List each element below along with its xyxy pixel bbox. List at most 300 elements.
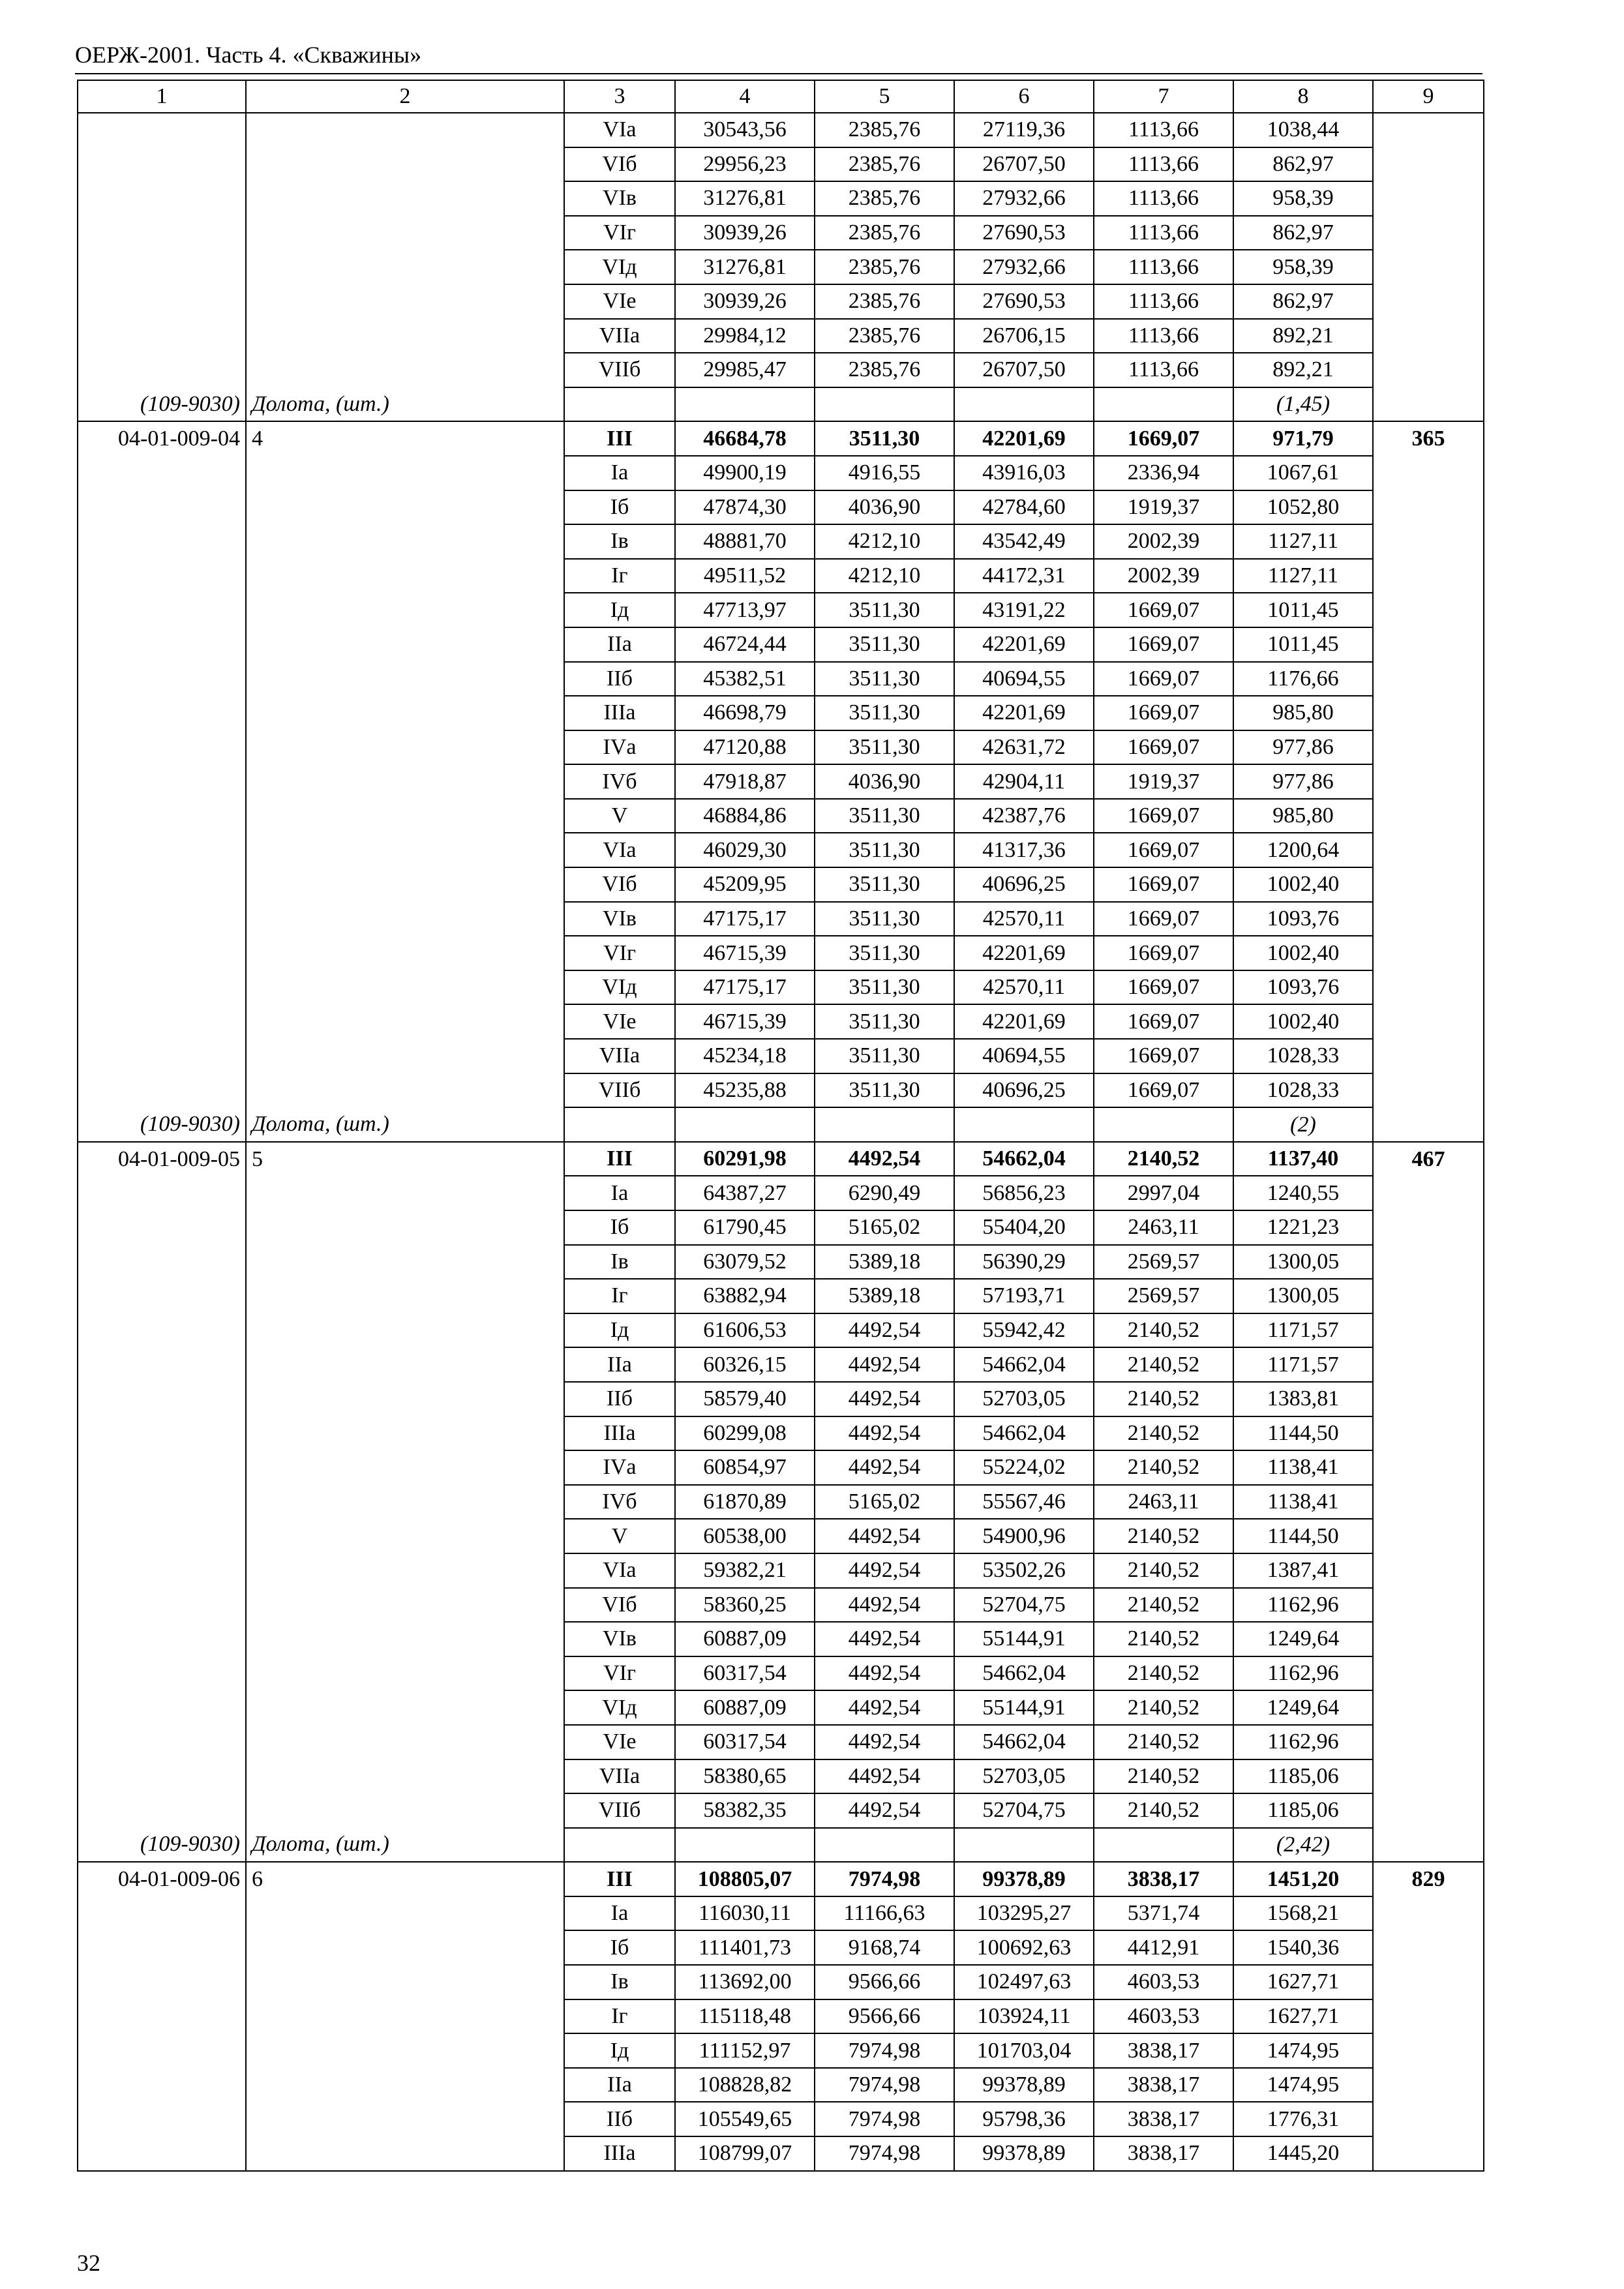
value-cell: 49900,19 <box>675 456 815 490</box>
name-cell <box>246 1382 564 1416</box>
value-cell: 29985,47 <box>675 353 815 387</box>
unit-value-cell <box>1373 147 1484 182</box>
value-cell <box>954 1107 1094 1142</box>
value-cell: 59382,21 <box>675 1553 815 1588</box>
region-cell: Iб <box>564 490 675 525</box>
table-row <box>78 970 1484 1005</box>
value-cell: 60854,97 <box>675 1450 815 1485</box>
table-row <box>78 799 1484 833</box>
value-cell: 46684,78 <box>675 421 815 456</box>
value-cell: 40696,25 <box>954 1073 1094 1108</box>
table-row <box>78 284 1484 319</box>
name-cell <box>246 1519 564 1553</box>
value-cell: 4916,55 <box>815 456 954 490</box>
column-number: 5 <box>815 80 954 113</box>
value-cell: 43191,22 <box>954 593 1094 627</box>
name-cell <box>246 1176 564 1210</box>
value-cell: 1138,41 <box>1233 1450 1373 1485</box>
value-cell: 55404,20 <box>954 1210 1094 1245</box>
value-cell: 1474,95 <box>1233 2068 1373 2102</box>
value-cell <box>815 1828 954 1863</box>
region-cell: Iа <box>564 1896 675 1931</box>
value-cell: 99378,89 <box>954 2136 1094 2171</box>
value-cell: 48881,70 <box>675 524 815 559</box>
value-cell: 1162,96 <box>1233 1725 1373 1759</box>
table-row <box>78 1588 1484 1623</box>
region-cell: IVб <box>564 764 675 799</box>
region-cell: Iг <box>564 1999 675 2034</box>
value-cell: 58360,25 <box>675 1588 815 1623</box>
code-cell <box>78 524 246 559</box>
code-cell <box>78 1450 246 1485</box>
value-cell <box>675 1107 815 1142</box>
table-row <box>78 2102 1484 2136</box>
region-cell: VIа <box>564 833 675 867</box>
name-cell <box>246 1999 564 2034</box>
unit-value-cell <box>1373 1999 1484 2034</box>
table-row <box>78 456 1484 490</box>
value-cell: 29956,23 <box>675 147 815 182</box>
value-cell: 2385,76 <box>815 216 954 250</box>
table-row <box>78 319 1484 353</box>
value-cell: 1028,33 <box>1233 1039 1373 1073</box>
region-cell: V <box>564 799 675 833</box>
region-cell: VIб <box>564 867 675 902</box>
value-cell: 42201,69 <box>954 696 1094 730</box>
value-cell: 2140,52 <box>1094 1725 1233 1759</box>
value-cell: 1669,07 <box>1094 936 1233 970</box>
value-cell: 9566,66 <box>815 1999 954 2034</box>
table-row <box>78 1553 1484 1588</box>
value-cell: 43542,49 <box>954 524 1094 559</box>
value-cell: 108805,07 <box>675 1862 815 1896</box>
value-cell: 1776,31 <box>1233 2102 1373 2136</box>
value-cell: 46715,39 <box>675 1004 815 1039</box>
value-cell: 47175,17 <box>675 970 815 1005</box>
value-cell <box>1094 1107 1233 1142</box>
value-cell: 1093,76 <box>1233 902 1373 936</box>
table-row <box>78 1073 1484 1108</box>
value-cell: 4492,54 <box>815 1519 954 1553</box>
value-cell: 60291,98 <box>675 1142 815 1176</box>
region-cell: Iв <box>564 1965 675 1999</box>
footer-name-cell: Долота, (шт.) <box>246 1107 564 1142</box>
value-cell: 2140,52 <box>1094 1347 1233 1382</box>
name-cell <box>246 1347 564 1382</box>
code-cell <box>78 1930 246 1965</box>
value-cell: 9168,74 <box>815 1930 954 1965</box>
value-cell: 1113,66 <box>1094 147 1233 182</box>
unit-value-cell <box>1373 764 1484 799</box>
value-cell: 4492,54 <box>815 1382 954 1416</box>
value-cell: 7974,98 <box>815 1862 954 1896</box>
value-cell: 1171,57 <box>1233 1313 1373 1348</box>
name-cell <box>246 1416 564 1451</box>
code-cell <box>78 799 246 833</box>
unit-value-cell <box>1373 1107 1484 1142</box>
value-cell: 862,97 <box>1233 216 1373 250</box>
table-row-main <box>78 1862 1484 1896</box>
name-cell <box>246 1039 564 1073</box>
name-cell: 4 <box>246 421 564 456</box>
value-cell: 1113,66 <box>1094 216 1233 250</box>
value-cell: 4492,54 <box>815 1553 954 1588</box>
value-cell: 3511,30 <box>815 730 954 765</box>
value-cell: 1627,71 <box>1233 1999 1373 2034</box>
code-cell <box>78 147 246 182</box>
value-cell: 2385,76 <box>815 147 954 182</box>
column-number: 1 <box>78 80 246 113</box>
unit-value-cell <box>1373 1588 1484 1623</box>
table-row <box>78 559 1484 593</box>
name-cell <box>246 833 564 867</box>
value-cell: 1052,80 <box>1233 490 1373 525</box>
column-number: 3 <box>564 80 675 113</box>
value-cell: 2140,52 <box>1094 1656 1233 1691</box>
value-cell: 4492,54 <box>815 1416 954 1451</box>
value-cell: 1669,07 <box>1094 799 1233 833</box>
unit-value-cell: 829 <box>1373 1862 1484 1896</box>
region-cell: VIб <box>564 1588 675 1623</box>
value-cell: 55224,02 <box>954 1450 1094 1485</box>
region-cell: VIе <box>564 1725 675 1759</box>
value-cell: 30939,26 <box>675 216 815 250</box>
region-cell: Iд <box>564 593 675 627</box>
value-cell: 42784,60 <box>954 490 1094 525</box>
code-cell <box>78 181 246 216</box>
value-cell: 2140,52 <box>1094 1690 1233 1725</box>
code-cell <box>78 1519 246 1553</box>
table-row <box>78 662 1484 696</box>
name-cell <box>246 1004 564 1039</box>
unit-value-cell <box>1373 627 1484 662</box>
code-cell <box>78 353 246 387</box>
value-cell: 27690,53 <box>954 216 1094 250</box>
value-cell: 103295,27 <box>954 1896 1094 1931</box>
unit-value-cell <box>1373 1073 1484 1108</box>
value-cell: 40694,55 <box>954 1039 1094 1073</box>
region-cell: Iв <box>564 1245 675 1279</box>
column-number: 4 <box>675 80 815 113</box>
unit-value-cell <box>1373 1210 1484 1245</box>
value-cell: 7974,98 <box>815 2102 954 2136</box>
unit-value-cell <box>1373 181 1484 216</box>
value-cell: 1113,66 <box>1094 353 1233 387</box>
region-cell: III <box>564 421 675 456</box>
value-cell: 46715,39 <box>675 936 815 970</box>
value-cell <box>675 387 815 422</box>
table-row <box>78 147 1484 182</box>
table-row <box>78 2068 1484 2102</box>
value-cell: 46884,86 <box>675 799 815 833</box>
value-cell: 1028,33 <box>1233 1073 1373 1108</box>
code-cell: 04-01-009-05 <box>78 1142 246 1176</box>
name-cell <box>246 1210 564 1245</box>
value-cell: 3511,30 <box>815 1039 954 1073</box>
value-cell: 46724,44 <box>675 627 815 662</box>
footer-name-cell: Долота, (шт.) <box>246 387 564 422</box>
value-cell: 7974,98 <box>815 2033 954 2068</box>
value-cell: 4492,54 <box>815 1690 954 1725</box>
value-cell: 1669,07 <box>1094 970 1233 1005</box>
code-cell <box>78 764 246 799</box>
name-cell <box>246 113 564 147</box>
value-cell: 42201,69 <box>954 627 1094 662</box>
value-cell: 1113,66 <box>1094 181 1233 216</box>
table-row <box>78 490 1484 525</box>
region-cell: IIб <box>564 1382 675 1416</box>
code-cell <box>78 1382 246 1416</box>
value-cell: 5371,74 <box>1094 1896 1233 1931</box>
value-cell: 5389,18 <box>815 1245 954 1279</box>
value-cell: 3511,30 <box>815 970 954 1005</box>
value-cell: 52703,05 <box>954 1759 1094 1794</box>
name-cell <box>246 1793 564 1828</box>
value-cell: 27119,36 <box>954 113 1094 147</box>
code-cell <box>78 1004 246 1039</box>
unit-value-cell <box>1373 524 1484 559</box>
unit-value-cell <box>1373 559 1484 593</box>
code-cell <box>78 833 246 867</box>
value-cell: 1249,64 <box>1233 1622 1373 1656</box>
code-cell <box>78 2102 246 2136</box>
region-cell: IIб <box>564 662 675 696</box>
rates-table <box>77 80 1484 2172</box>
value-cell: 60887,09 <box>675 1690 815 1725</box>
value-cell: 4036,90 <box>815 764 954 799</box>
page-number: 32 <box>77 2250 100 2276</box>
code-cell <box>78 1622 246 1656</box>
value-cell: 1144,50 <box>1233 1416 1373 1451</box>
value-cell: 1474,95 <box>1233 2033 1373 2068</box>
value-cell: 56390,29 <box>954 1245 1094 1279</box>
value-cell: 52704,75 <box>954 1588 1094 1623</box>
table-row <box>78 764 1484 799</box>
value-cell: 6290,49 <box>815 1176 954 1210</box>
footer-code-cell: (109-9030) <box>78 387 246 422</box>
value-cell: 60326,15 <box>675 1347 815 1382</box>
table-row <box>78 1656 1484 1691</box>
name-cell <box>246 559 564 593</box>
code-cell <box>78 1896 246 1931</box>
value-cell: 54662,04 <box>954 1416 1094 1451</box>
value-cell: 1383,81 <box>1233 1382 1373 1416</box>
value-cell: 5165,02 <box>815 1485 954 1519</box>
unit-value-cell <box>1373 387 1484 422</box>
table-row <box>78 1725 1484 1759</box>
value-cell: 4492,54 <box>815 1142 954 1176</box>
name-cell <box>246 2033 564 2068</box>
unit-value-cell <box>1373 1793 1484 1828</box>
value-cell: 3838,17 <box>1094 2102 1233 2136</box>
unit-value-cell <box>1373 1004 1484 1039</box>
unit-value-cell <box>1373 936 1484 970</box>
region-cell: IVб <box>564 1485 675 1519</box>
value-cell: 58382,35 <box>675 1793 815 1828</box>
value-cell: 1067,61 <box>1233 456 1373 490</box>
name-cell <box>246 490 564 525</box>
code-cell <box>78 1416 246 1451</box>
code-cell <box>78 1313 246 1348</box>
value-cell: 60538,00 <box>675 1519 815 1553</box>
region-cell: Iд <box>564 2033 675 2068</box>
value-cell: 47175,17 <box>675 902 815 936</box>
value-cell: 41317,36 <box>954 833 1094 867</box>
region-cell <box>564 1107 675 1142</box>
name-cell <box>246 1588 564 1623</box>
unit-value-cell <box>1373 216 1484 250</box>
unit-value-cell <box>1373 1656 1484 1691</box>
code-cell <box>78 1793 246 1828</box>
table-row <box>78 1176 1484 1210</box>
value-cell <box>1094 1828 1233 1863</box>
table-row <box>78 524 1484 559</box>
region-cell: VIд <box>564 970 675 1005</box>
region-cell: IVа <box>564 1450 675 1485</box>
table-row <box>78 730 1484 765</box>
code-cell: 04-01-009-06 <box>78 1862 246 1896</box>
value-cell: 3511,30 <box>815 696 954 730</box>
unit-value-cell <box>1373 2033 1484 2068</box>
code-cell <box>78 2136 246 2171</box>
code-cell <box>78 1039 246 1073</box>
unit-value-cell <box>1373 799 1484 833</box>
region-cell: VIIа <box>564 319 675 353</box>
code-cell <box>78 936 246 970</box>
region-cell: VIг <box>564 936 675 970</box>
value-cell: 1171,57 <box>1233 1347 1373 1382</box>
value-cell: 2140,52 <box>1094 1793 1233 1828</box>
name-cell: 6 <box>246 1862 564 1896</box>
value-cell: 54662,04 <box>954 1142 1094 1176</box>
table-row <box>78 833 1484 867</box>
value-cell: 60299,08 <box>675 1416 815 1451</box>
value-cell: 3511,30 <box>815 936 954 970</box>
unit-value-cell <box>1373 730 1484 765</box>
value-cell: 108828,82 <box>675 2068 815 2102</box>
value-cell: 1162,96 <box>1233 1588 1373 1623</box>
unit-value-cell <box>1373 1553 1484 1588</box>
table-row-footer <box>78 1828 1484 1863</box>
region-cell: VIг <box>564 216 675 250</box>
value-cell: 3838,17 <box>1094 2068 1233 2102</box>
unit-value-cell <box>1373 1622 1484 1656</box>
code-cell <box>78 1347 246 1382</box>
value-cell: 108799,07 <box>675 2136 815 2171</box>
value-cell: 4492,54 <box>815 1588 954 1623</box>
value-cell: 1011,45 <box>1233 627 1373 662</box>
value-cell: 1669,07 <box>1094 833 1233 867</box>
value-cell: 103924,11 <box>954 1999 1094 2034</box>
value-cell: 40694,55 <box>954 662 1094 696</box>
region-cell: VIIб <box>564 1793 675 1828</box>
code-cell <box>78 902 246 936</box>
value-cell: 42904,11 <box>954 764 1094 799</box>
page-header: ОЕРЖ-2001. Часть 4. «Скважины» <box>75 42 422 68</box>
region-cell: IIа <box>564 1347 675 1382</box>
column-number-row <box>78 80 1484 113</box>
unit-value-cell <box>1373 1930 1484 1965</box>
unit-value-cell <box>1373 662 1484 696</box>
unit-value-cell <box>1373 1245 1484 1279</box>
table-row-main <box>78 421 1484 456</box>
table-row <box>78 1896 1484 1931</box>
value-cell <box>815 387 954 422</box>
value-cell: 42631,72 <box>954 730 1094 765</box>
value-cell: 892,21 <box>1233 319 1373 353</box>
footer-value-cell: (2) <box>1233 1107 1373 1142</box>
value-cell: 2140,52 <box>1094 1553 1233 1588</box>
value-cell: 46698,79 <box>675 696 815 730</box>
unit-value-cell <box>1373 2068 1484 2102</box>
value-cell: 1568,21 <box>1233 1896 1373 1931</box>
value-cell: 2385,76 <box>815 181 954 216</box>
value-cell: 2140,52 <box>1094 1382 1233 1416</box>
value-cell: 111152,97 <box>675 2033 815 2068</box>
table-row <box>78 1382 1484 1416</box>
unit-value-cell <box>1373 2102 1484 2136</box>
unit-value-cell <box>1373 1828 1484 1863</box>
value-cell: 4492,54 <box>815 1347 954 1382</box>
value-cell: 1127,11 <box>1233 559 1373 593</box>
code-cell <box>78 250 246 284</box>
code-cell <box>78 456 246 490</box>
region-cell: VIе <box>564 1004 675 1039</box>
value-cell: 1200,64 <box>1233 833 1373 867</box>
table-row <box>78 250 1484 284</box>
name-cell <box>246 1450 564 1485</box>
value-cell: 2140,52 <box>1094 1313 1233 1348</box>
value-cell: 4492,54 <box>815 1759 954 1794</box>
value-cell: 4036,90 <box>815 490 954 525</box>
value-cell: 58380,65 <box>675 1759 815 1794</box>
value-cell: 3838,17 <box>1094 1862 1233 1896</box>
region-cell: IIIа <box>564 2136 675 2171</box>
value-cell: 4492,54 <box>815 1656 954 1691</box>
region-cell: VIIа <box>564 1039 675 1073</box>
table-row <box>78 1622 1484 1656</box>
code-cell <box>78 1553 246 1588</box>
value-cell: 1002,40 <box>1233 1004 1373 1039</box>
value-cell <box>815 1107 954 1142</box>
value-cell: 1113,66 <box>1094 284 1233 319</box>
unit-value-cell <box>1373 1416 1484 1451</box>
value-cell: 55567,46 <box>954 1485 1094 1519</box>
value-cell: 862,97 <box>1233 147 1373 182</box>
value-cell: 43916,03 <box>954 456 1094 490</box>
unit-value-cell: 467 <box>1373 1142 1484 1176</box>
footer-value-cell: (2,42) <box>1233 1828 1373 1863</box>
name-cell <box>246 799 564 833</box>
table-row <box>78 353 1484 387</box>
value-cell: 55942,42 <box>954 1313 1094 1348</box>
value-cell: 26707,50 <box>954 353 1094 387</box>
value-cell: 47120,88 <box>675 730 815 765</box>
value-cell: 1919,37 <box>1094 764 1233 799</box>
value-cell: 44172,31 <box>954 559 1094 593</box>
code-cell <box>78 1245 246 1279</box>
value-cell: 7974,98 <box>815 2136 954 2171</box>
unit-value-cell <box>1373 2136 1484 2171</box>
value-cell: 105549,65 <box>675 2102 815 2136</box>
region-cell: VIIа <box>564 1759 675 1794</box>
value-cell: 1300,05 <box>1233 1245 1373 1279</box>
value-cell: 54900,96 <box>954 1519 1094 1553</box>
value-cell: 52703,05 <box>954 1382 1094 1416</box>
code-cell <box>78 1073 246 1108</box>
value-cell: 1627,71 <box>1233 1965 1373 1999</box>
unit-value-cell <box>1373 1176 1484 1210</box>
